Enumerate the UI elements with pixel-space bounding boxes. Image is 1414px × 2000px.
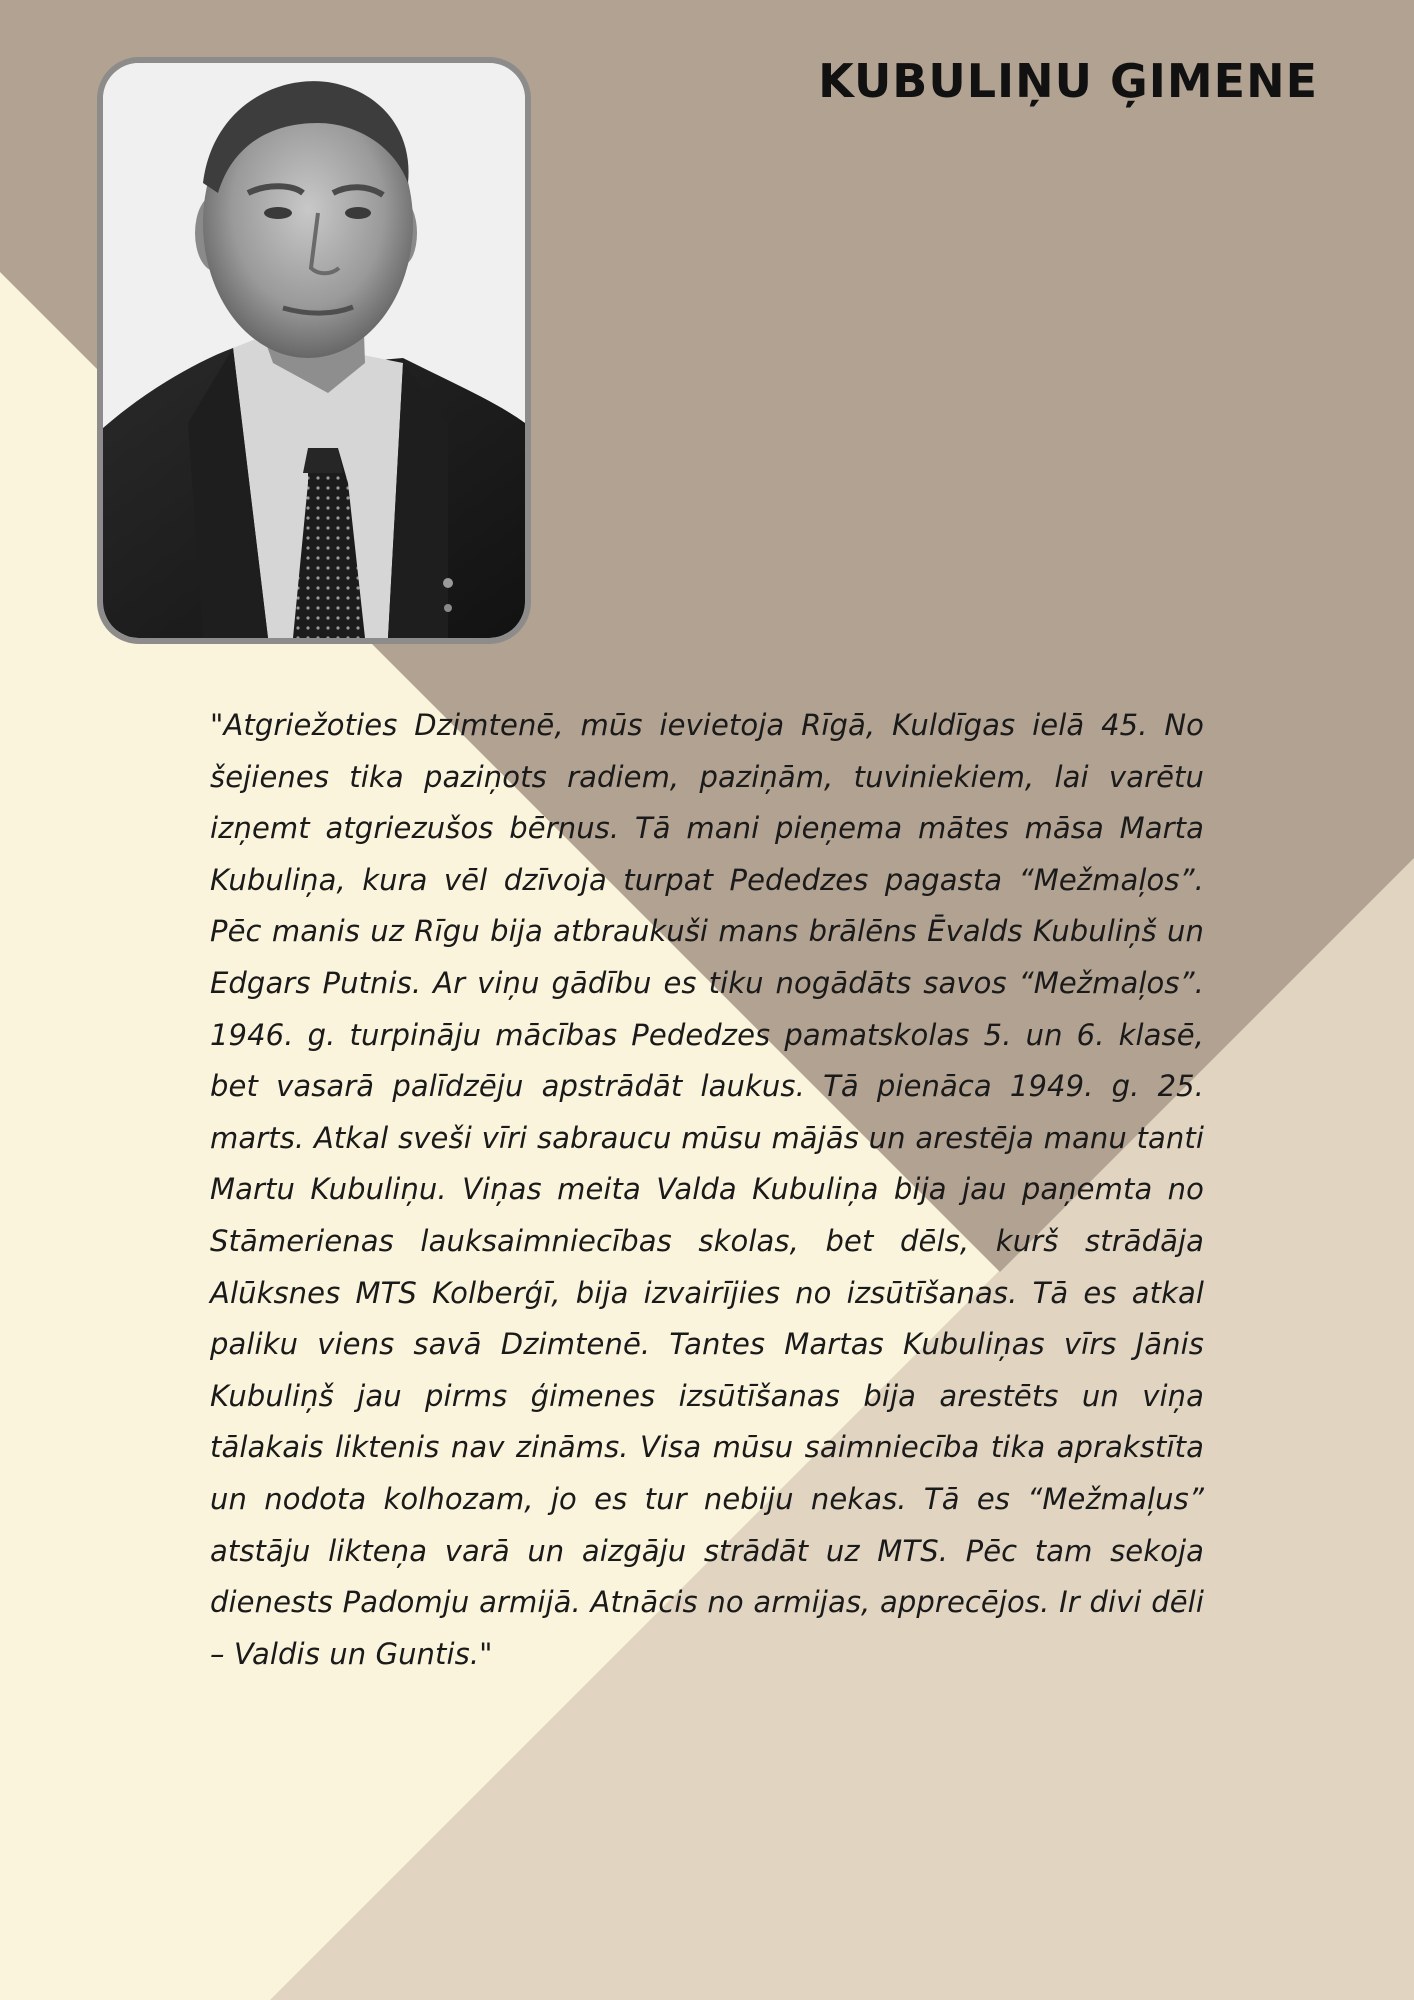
portrait-photo-frame (97, 57, 531, 644)
quote-text: "Atgriežoties Dzimtenē, mūs ievietoja Rīgā, Kuldīgas ielā 45. No šejienes tika paziņots radiem, paziņām, tuviniekiem, lai varētu izņemt atgriezušos bērnus. Tā mani pieņema mātes māsa Marta Kubuliņa, kura vēl dzīvoja turpat Pededzes pagasta “Mežmaļos”. Pēc manis uz Rīgu bija atbraukuši mans brālēns Ēvalds Kubuliņš un Edgars Putnis. Ar viņu gādību es tiku nogādāts savos “Mežmaļos”. 1946. g. turpināju mācības Pededzes pamatskolas 5. un 6. klasē, bet vasarā palīdzēju apstrādāt laukus. Tā pienāca 1949. g. 25. marts. Atkal sveši vīri sabraucu mūsu mājās un arestēja manu tanti Martu Kubuliņu. Viņas meita Valda Kubuliņa bija jau paņemta no Stāmerienas lauksaimniecības skolas, bet dēls, kurš strādāja Alūksnes MTS Kolberģī, bija izvairījies no izsūtīšanas. Tā es atkal paliku viens savā Dzimtenē. Tantes Martas Kubuliņas vīrs Jānis Kubuliņš jau pirms ģimenes izsūtīšanas bija arestēts un viņa tālakais liktenis nav zināms. Visa mūsu saimniecība tika aprakstīta un nodota kolhozam, jo es tur nebiju nekas. Tā es “Mežmaļus” atstāju likteņa varā un aizgāju strādāt uz MTS. Pēc tam sekoja dienests Padomju armijā. Atnācis no armijas, apprecējos. Ir divi dēli – Valdis un Guntis." (210, 708, 1204, 1671)
portrait-photo (103, 63, 525, 638)
page-title: KUBULIŅU ĢIMENE (818, 54, 1318, 108)
